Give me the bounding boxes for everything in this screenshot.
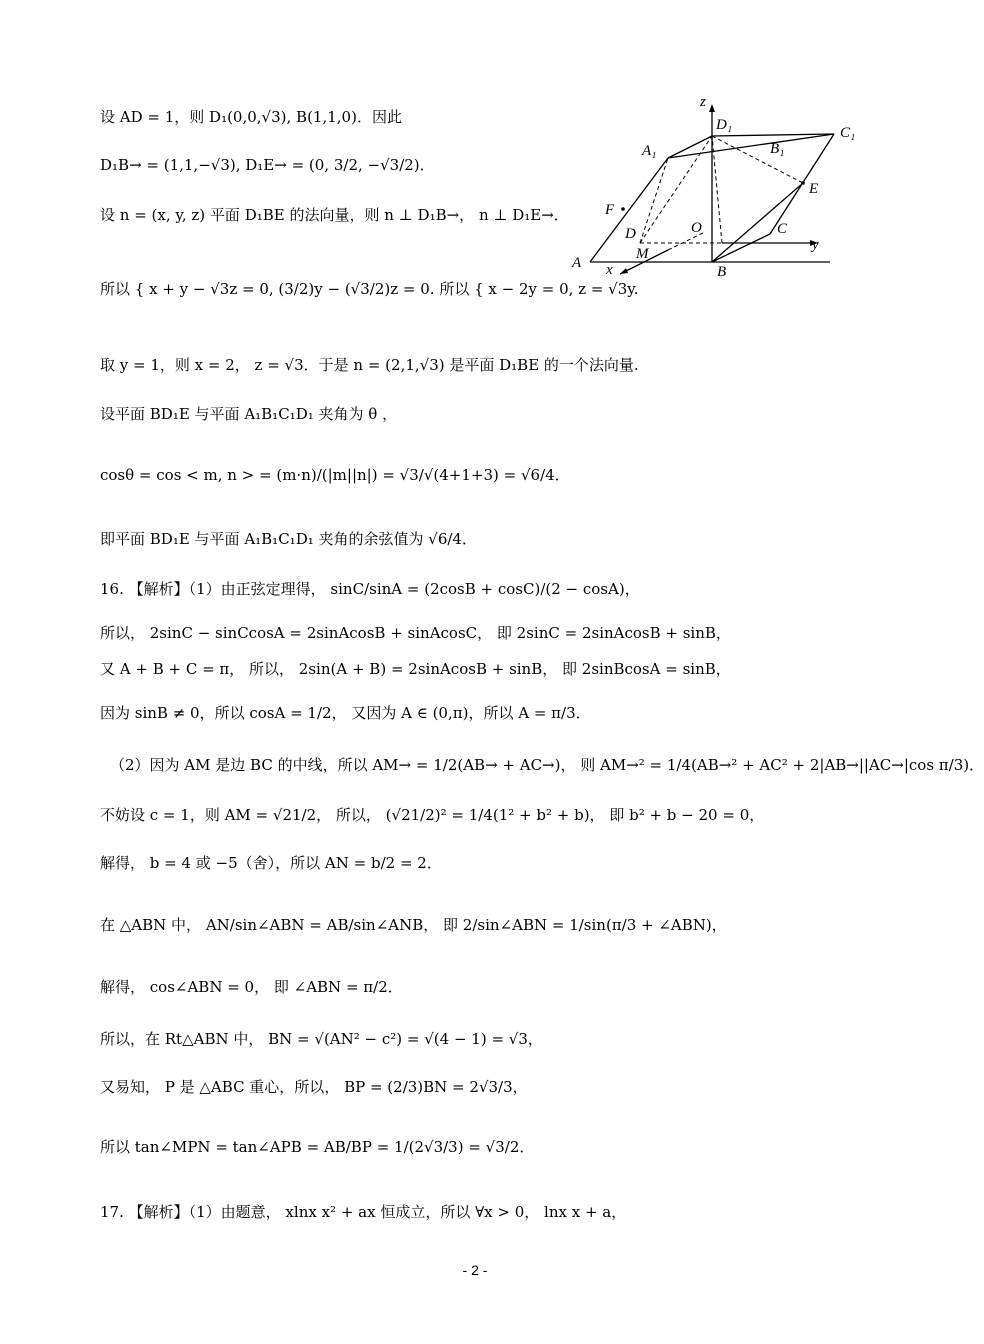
text-line: 在 △ABN 中， AN/sin∠ABN = AB/sin∠ANB， 即 2/sin∠ABN = 1/sin(π/3 + ∠ABN)， <box>100 916 727 934</box>
label-A1: A₁ <box>642 143 657 159</box>
text-line: 设 AD = 1，则 D₁(0,0,√3), B(1,1,0)．因此 <box>100 108 402 126</box>
text-line: 不妨设 c = 1，则 AM = √21/2， 所以， (√21/2)² = 1/4(1² + b² + b)， 即 b² + b − 20 = 0， <box>100 806 765 824</box>
text-line: D₁B→ = (1,1,−√3), D₁E→ = (0, 3/2, −√3/2)． <box>100 156 435 174</box>
text-line: cosθ = cos < m, n > = (m·n)/(|m||n|) = √3/√(4+1+3) = √6/4． <box>100 466 570 484</box>
label-A: A <box>572 255 582 271</box>
text-line: 又易知， P 是 △ABC 重心，所以， BP = (2/3)BN = 2√3/3， <box>100 1078 528 1096</box>
text-line: 解得， cos∠ABN = 0， 即 ∠ABN = π/2． <box>100 978 403 996</box>
label-C: C <box>777 221 788 237</box>
text-line: 取 y = 1，则 x = 2， z = √3．于是 n = (2,1,√3) 是平面 D₁BE 的一个法向量. <box>100 356 639 374</box>
prism-figure <box>560 88 856 288</box>
label-E: E <box>809 181 819 197</box>
label-B: B <box>717 264 727 280</box>
label-O: O <box>691 220 702 236</box>
text-line: 所以，在 Rt△ABN 中， BN = √(AN² − c²) = √(4 − 1) = √3， <box>100 1030 543 1048</box>
label-M: M <box>636 246 649 262</box>
page-number: - 2 - <box>462 1262 488 1278</box>
label-C1: C₁ <box>840 125 856 141</box>
text-line: 即平面 BD₁E 与平面 A₁B₁C₁D₁ 夹角的余弦值为 √6/4． <box>100 530 477 548</box>
text-line: （2）因为 AM 是边 BC 的中线，所以 AM→ = 1/2(AB→ + AC→)， 则 AM→² = 1/4(AB→² + AC² + 2|AB→||AC→|cos π/3)． <box>110 756 984 774</box>
label-D: D <box>625 226 636 242</box>
text-line: 设 n = (x, y, z) 平面 D₁BE 的法向量，则 n ⊥ D₁B→， n ⊥ D₁E→． <box>100 206 569 224</box>
text-line: 设平面 BD₁E 与平面 A₁B₁C₁D₁ 夹角为 θ ， <box>100 405 398 423</box>
text-line: 因为 sinB ≠ 0，所以 cosA = 1/2， 又因为 A ∈ (0,π)，所以 A = π/3． <box>100 704 591 722</box>
label-D1: D₁ <box>716 117 733 133</box>
text-line: 所以， 2sinC − sinCcosA = 2sinAcosB + sinAcosC， 即 2sinC = 2sinAcosB + sinB， <box>100 624 731 642</box>
label-B1: B₁ <box>770 141 785 157</box>
text-line: 16. 【解析】（1）由正弦定理得， sinC/sinA = (2cosB + cosC)/(2 − cosA)， <box>100 580 640 598</box>
label-x: x <box>606 262 613 278</box>
text-line: 解得， b = 4 或 −5（舍），所以 AN = b/2 = 2． <box>100 854 442 872</box>
label-F: F <box>605 202 615 218</box>
label-z: z <box>700 94 706 110</box>
text-line: 所以 { x + y − √3z = 0, (3/2)y − (√3/2)z = 0. 所以 { x − 2y = 0, z = √3y. <box>100 280 639 298</box>
text-line: 17. 【解析】（1）由题意， xlnx x² + ax 恒成立，所以 ∀x > 0， lnx x + a， <box>100 1203 627 1221</box>
text-line: 又 A + B + C = π， 所以， 2sin(A + B) = 2sinAcosB + sinB， 即 2sinBcosA = sinB， <box>100 660 731 678</box>
text-line: 所以 tan∠MPN = tan∠APB = AB/BP = 1/(2√3/3) = √3/2． <box>100 1138 535 1156</box>
label-y: y <box>812 237 819 253</box>
